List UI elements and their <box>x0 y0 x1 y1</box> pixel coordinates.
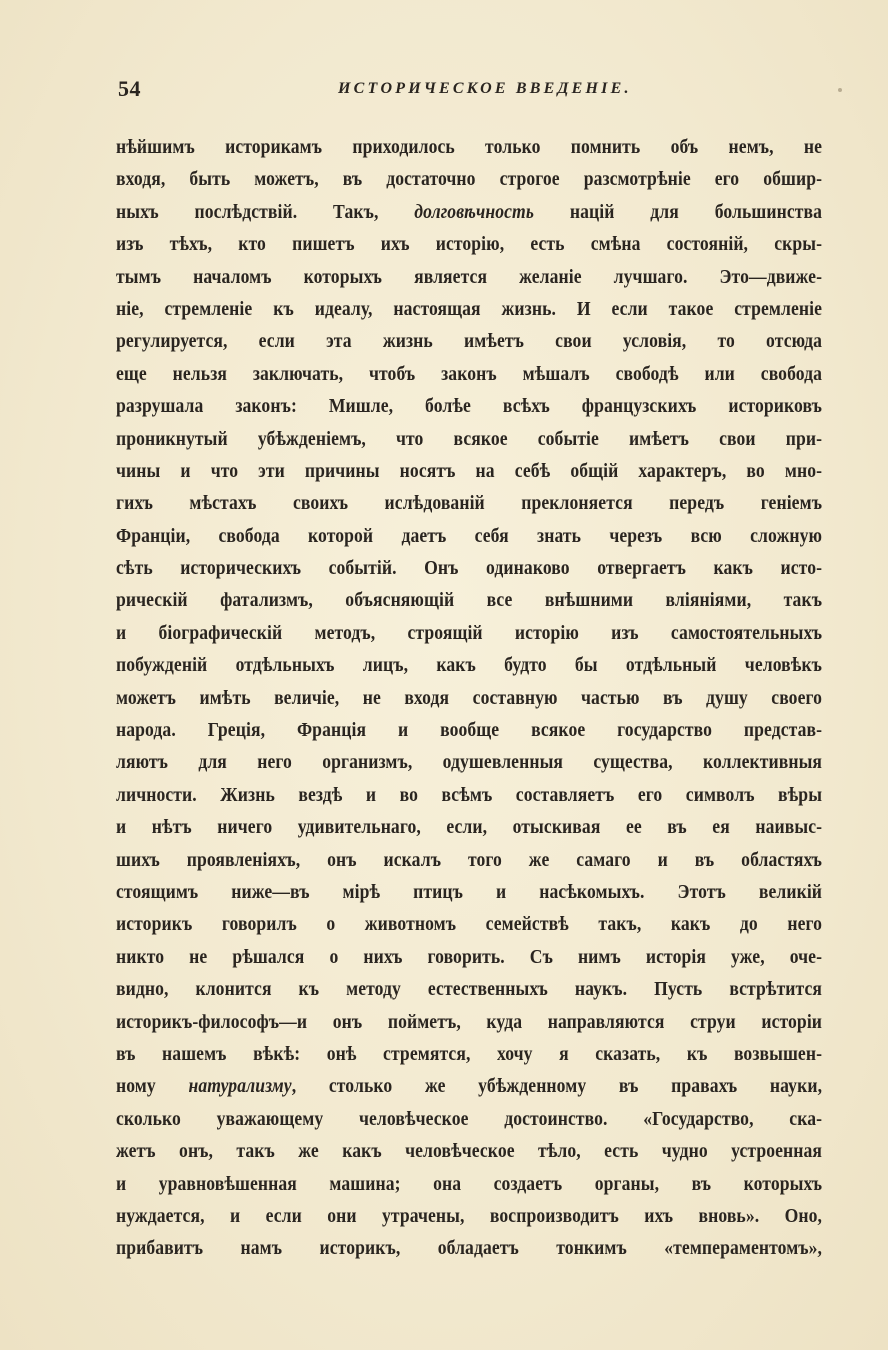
text-line: историкъ говорилъ о животномъ семействѣ такъ, какъ до него <box>116 913 823 936</box>
text-line: народа. Греція, Франція и вообще всякое государство представ- <box>116 719 823 742</box>
text-line: регулируется, если эта жизнь имѣетъ свои условія, то отсюда <box>116 330 823 353</box>
text-line: побужденій отдѣльныхъ лицъ, какъ будто бы отдѣльный человѣкъ <box>116 654 823 677</box>
text-line: можетъ имѣть величіе, не входя составную частью въ душу своего <box>116 686 823 709</box>
text-line: изъ тѣхъ, кто пишетъ ихъ исторію, есть смѣна состояній, скры- <box>116 233 823 256</box>
text-line: стоящимъ ниже—въ мірѣ птицъ и насѣкомыхъ. Этотъ великій <box>116 880 823 903</box>
running-head: ИСТОРИЧЕСКОЕ ВВЕДЕНІЕ. <box>338 80 632 97</box>
text-fragment: ныхъ послѣдствій. Такъ, <box>116 200 415 223</box>
text-line <box>116 1070 822 1102</box>
text-line: жетъ онъ, такъ же какъ человѣческое тѣло, есть чудно устроенная <box>116 1140 823 1163</box>
text-line: тымъ началомъ которыхъ является желаніе лучшаго. Это—движе- <box>116 265 823 288</box>
text-line: еще нельзя заключать, чтобъ законъ мѣшалъ свободѣ или свобода <box>116 362 823 385</box>
text-line: шихъ проявленіяхъ, онъ искалъ того же самаго и въ областяхъ <box>116 848 823 871</box>
text-line: нѣйшимъ историкамъ приходилось только помнить объ немъ, не <box>116 136 823 158</box>
page-header <box>116 76 822 108</box>
text-line: личности. Жизнь вездѣ и во всѣмъ составляетъ его символъ вѣры <box>116 783 823 806</box>
text-fragment: націй для большинства <box>533 200 823 223</box>
text-line: Франціи, свобода которой даетъ себя знать черезъ всю сложную <box>116 524 823 547</box>
body-text <box>116 131 822 1265</box>
text-line: ляютъ для него организмъ, одушевленныя существа, коллективныя <box>116 751 823 774</box>
text-line: нуждается, и если они утрачены, воспроизводитъ ихъ вновь». Оно, <box>116 1204 823 1227</box>
text-line: ніе, стремленіе къ идеалу, настоящая жизнь. И если такое стремленіе <box>116 297 823 320</box>
text-fragment: ному <box>116 1075 189 1098</box>
emphasized-term: долговѣчность <box>414 200 534 223</box>
text-fragment: , столько же убѣжденному въ правахъ науки, <box>291 1075 823 1098</box>
page-number: 54 <box>118 76 141 101</box>
text-line: въ нашемъ вѣкѣ: онѣ стремятся, хочу я сказать, къ возвышен- <box>116 1042 823 1065</box>
speck-mark <box>838 88 842 92</box>
text-line: прибавитъ намъ историкъ, обладаетъ тонкимъ «темпераментомъ», <box>116 1237 823 1260</box>
text-line: и уравновѣшенная машина; она создаетъ органы, въ которыхъ <box>116 1172 823 1195</box>
text-line: и біографическій методъ, строящій исторію изъ самостоятельныхъ <box>116 621 823 644</box>
text-line: входя, быть можетъ, въ достаточно строгое разсмотрѣніе его обшир- <box>116 168 823 191</box>
emphasized-term: натурализму <box>188 1075 292 1098</box>
text-line: проникнутый убѣжденіемъ, что всякое событіе имѣетъ свои при- <box>116 427 823 450</box>
text-line <box>116 196 822 228</box>
text-line: разрушала законъ: Мишле, болѣе всѣхъ французскихъ историковъ <box>116 395 823 418</box>
text-line: видно, клонится къ методу естественныхъ наукъ. Пусть встрѣтится <box>116 978 823 1001</box>
text-line: никто не рѣшался о нихъ говорить. Съ нимъ исторія уже, оче- <box>116 945 823 968</box>
text-line: гихъ мѣстахъ своихъ ислѣдованій преклоняется передъ геніемъ <box>116 492 823 515</box>
text-line: сѣть историческихъ событій. Онъ одинаково отвергаетъ какъ исто- <box>116 557 823 580</box>
text-line: рическій фатализмъ, объясняющій все внѣшними вліяніями, такъ <box>116 589 823 612</box>
text-line: историкъ-философъ—и онъ пойметъ, куда направляются струи исторіи <box>116 1010 823 1033</box>
text-line: сколько уважающему человѣческое достоинство. «Государство, ска- <box>116 1107 823 1130</box>
text-line: чины и что эти причины носятъ на себѣ общій характеръ, во мно- <box>116 459 823 482</box>
text-line: и нѣтъ ничего удивительнаго, если, отыскивая ее въ ея наивыс- <box>116 816 823 839</box>
